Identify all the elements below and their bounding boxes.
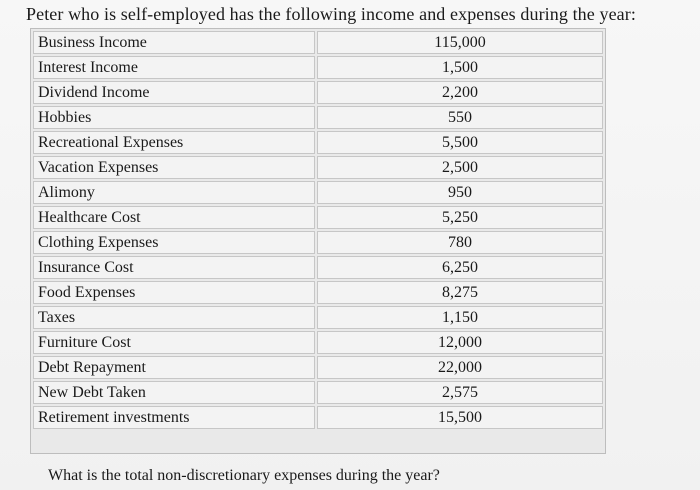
row-value: 1,500: [317, 56, 603, 79]
row-value: 115,000: [317, 31, 603, 54]
table-row: [33, 156, 603, 179]
row-value: 2,200: [317, 81, 603, 104]
row-label: Alimony: [33, 181, 315, 204]
row-value: 6,250: [317, 256, 603, 279]
income-expense-table: [30, 28, 606, 454]
row-value: 550: [317, 106, 603, 129]
row-label: Dividend Income: [33, 81, 315, 104]
data-table: [31, 29, 605, 431]
row-label: Healthcare Cost: [33, 206, 315, 229]
table-row: [33, 356, 603, 379]
table-row: [33, 256, 603, 279]
row-label: Hobbies: [33, 106, 315, 129]
row-label: Recreational Expenses: [33, 131, 315, 154]
row-value: 950: [317, 181, 603, 204]
table-row: [33, 81, 603, 104]
row-label: Retirement investments: [33, 406, 315, 429]
table-row: [33, 331, 603, 354]
table-row: [33, 306, 603, 329]
table-row: [33, 281, 603, 304]
table-body: [33, 31, 603, 429]
row-value: 2,500: [317, 156, 603, 179]
row-value: 15,500: [317, 406, 603, 429]
problem-statement: Peter who is self-employed has the following income and expenses during the year:: [26, 4, 636, 24]
table-row: [33, 31, 603, 54]
row-label: Insurance Cost: [33, 256, 315, 279]
row-label: Debt Repayment: [33, 356, 315, 379]
row-value: 5,250: [317, 206, 603, 229]
table-row: [33, 406, 603, 429]
row-label: Interest Income: [33, 56, 315, 79]
row-label: Furniture Cost: [33, 331, 315, 354]
row-value: 8,275: [317, 281, 603, 304]
row-value: 12,000: [317, 331, 603, 354]
row-label: Food Expenses: [33, 281, 315, 304]
row-label: Business Income: [33, 31, 315, 54]
table-row: [33, 206, 603, 229]
table-row: [33, 56, 603, 79]
row-value: 22,000: [317, 356, 603, 379]
table-row: [33, 131, 603, 154]
row-label: Clothing Expenses: [33, 231, 315, 254]
row-value: 1,150: [317, 306, 603, 329]
table-row: [33, 381, 603, 404]
table-row: [33, 106, 603, 129]
question-text: What is the total non-discretionary expenses during the year?: [48, 467, 440, 484]
row-label: Vacation Expenses: [33, 156, 315, 179]
row-value: 2,575: [317, 381, 603, 404]
row-value: 5,500: [317, 131, 603, 154]
row-value: 780: [317, 231, 603, 254]
table-row: [33, 231, 603, 254]
row-label: New Debt Taken: [33, 381, 315, 404]
table-row: [33, 181, 603, 204]
row-label: Taxes: [33, 306, 315, 329]
